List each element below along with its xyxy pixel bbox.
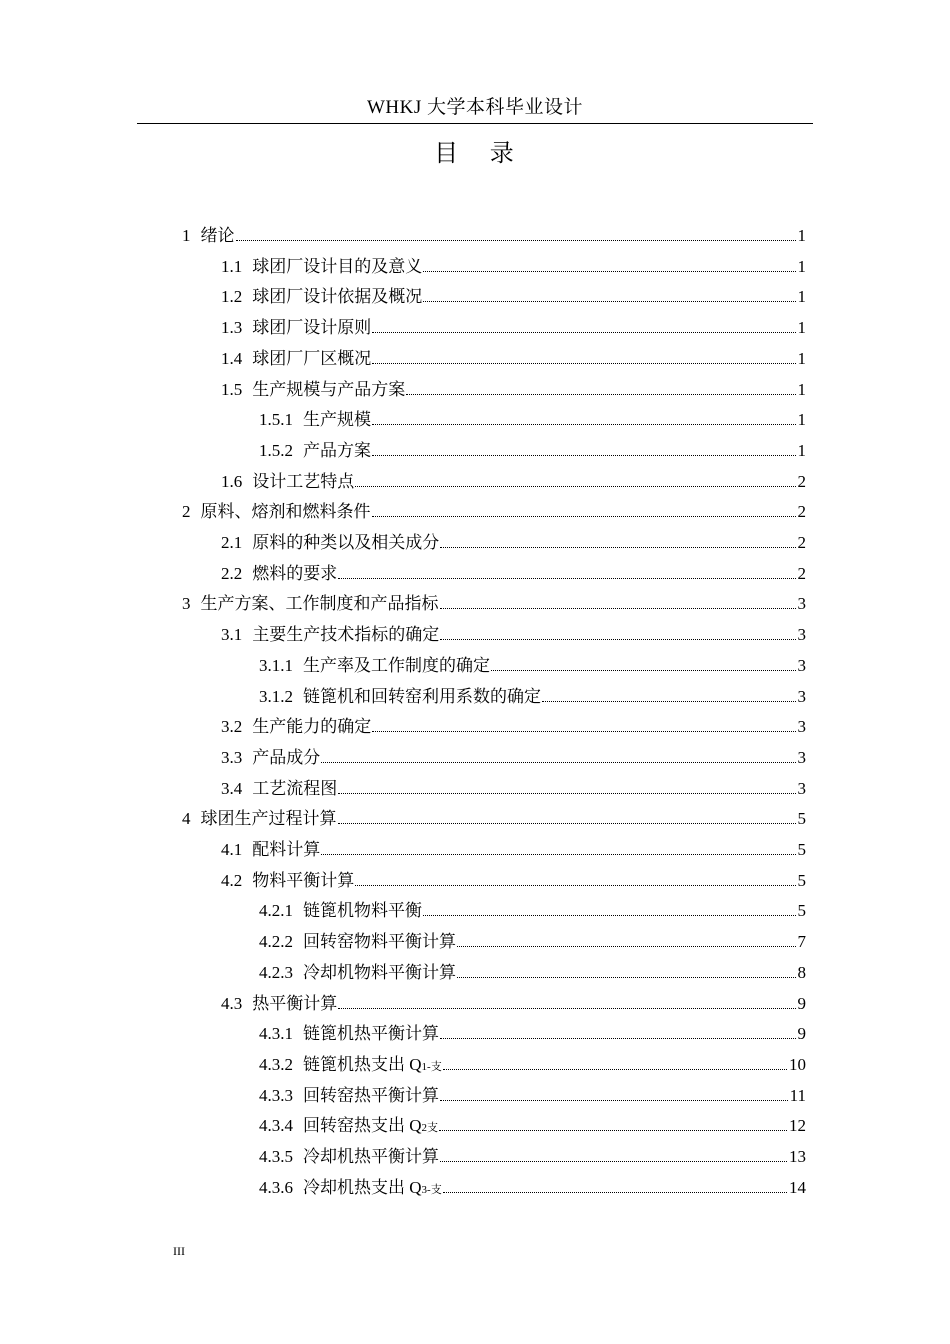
- toc-entry-title: 冷却机热平衡计算: [303, 1147, 439, 1166]
- toc-entry-page: 5: [797, 901, 806, 920]
- toc-entry-number: 4.2.3: [259, 963, 293, 982]
- toc-entry-title: 主要生产技术指标的确定: [252, 625, 440, 644]
- toc-entry[interactable]: [259, 1050, 806, 1080]
- toc-entry-page: 3: [797, 748, 806, 767]
- toc-entry-number: 4.3.5: [259, 1147, 293, 1166]
- toc-dot-leader: [440, 625, 795, 640]
- toc-entry-number: 2.1: [221, 533, 243, 552]
- toc-dot-leader: [440, 1086, 788, 1101]
- toc-dot-leader: [338, 809, 796, 824]
- toc-entry-title: 产品成分: [252, 748, 321, 767]
- toc-dot-leader: [321, 840, 795, 855]
- toc-entry-number: 3.1: [221, 625, 243, 644]
- toc-entry[interactable]: [259, 927, 806, 957]
- header-title: WHKJ 大学本科毕业设计: [366, 97, 584, 118]
- toc-dot-leader: [457, 932, 796, 947]
- toc-dot-leader: [372, 349, 795, 364]
- toc-entry-page: 3: [797, 779, 806, 798]
- toc-dot-leader: [439, 1116, 787, 1131]
- toc-dot-leader: [491, 656, 796, 671]
- toc-entry-number: 4.2: [221, 871, 243, 890]
- toc-entry-title: 工艺流程图: [252, 779, 338, 798]
- toc-entry[interactable]: [182, 589, 806, 619]
- toc-dot-leader: [338, 779, 795, 794]
- toc-entry[interactable]: [182, 221, 806, 251]
- toc-entry-title: 链篦机热支出 Q: [303, 1055, 422, 1074]
- toc-entry-subscript: 1-支: [421, 1061, 442, 1073]
- toc-dot-leader: [443, 1055, 787, 1070]
- toc-dot-leader: [355, 472, 795, 487]
- toc-dot-leader: [443, 1178, 787, 1193]
- toc-dot-leader: [372, 717, 795, 732]
- toc-entry-page: 9: [797, 1024, 806, 1043]
- toc-entry-page: 1: [797, 287, 806, 306]
- toc-entry-page: 13: [789, 1147, 806, 1166]
- toc-entry-subscript: 2支: [421, 1122, 439, 1134]
- toc-entry-page: 2: [797, 472, 806, 491]
- toc-entry-title: 物料平衡计算: [252, 871, 355, 890]
- toc-entry-title: 生产方案、工作制度和产品指标: [200, 594, 439, 613]
- toc-entry-page: 3: [797, 594, 806, 613]
- toc-entry-number: 3.1.1: [259, 656, 293, 675]
- toc-entry[interactable]: [221, 835, 806, 865]
- toc-dot-leader: [355, 871, 795, 886]
- toc-entry-number: 4.3.2: [259, 1055, 293, 1074]
- toc-entry-number: 4.3.4: [259, 1116, 293, 1135]
- toc-entry-page: 1: [797, 257, 806, 276]
- toc-entry-number: 4.2.1: [259, 901, 293, 920]
- toc-entry[interactable]: [221, 528, 806, 558]
- toc-dot-leader: [338, 994, 795, 1009]
- toc-dot-leader: [542, 687, 796, 702]
- toc-entry-page: 9: [797, 994, 806, 1013]
- toc-entry[interactable]: [221, 712, 806, 742]
- toc-entry[interactable]: [259, 958, 806, 988]
- toc-entry[interactable]: [259, 405, 806, 435]
- toc-entry-number: 2.2: [221, 564, 243, 583]
- toc-entry-page: 1: [797, 349, 806, 368]
- toc-entry-title: 链篦机物料平衡: [303, 901, 422, 920]
- toc-entry-number: 1: [182, 226, 191, 245]
- toc-entry-title: 产品方案: [303, 441, 371, 460]
- toc-entry[interactable]: [259, 896, 806, 926]
- toc-entry[interactable]: [221, 620, 806, 650]
- toc-entry-title: 设计工艺特点: [252, 472, 355, 491]
- toc-dot-leader: [423, 901, 796, 916]
- toc-entry-number: 3.3: [221, 748, 243, 767]
- toc-entry[interactable]: [221, 559, 806, 589]
- toc-entry-title: 原料、熔剂和燃料条件: [200, 502, 371, 521]
- toc-entry-number: 1.2: [221, 287, 243, 306]
- toc-entry[interactable]: [259, 1081, 806, 1111]
- toc-entry-number: 1.3: [221, 318, 243, 337]
- page-title: 目 录: [434, 139, 526, 167]
- toc-dot-leader: [372, 502, 796, 517]
- toc-entry[interactable]: [221, 344, 806, 374]
- toc-entry-title: 配料计算: [252, 840, 321, 859]
- toc-entry[interactable]: [259, 1142, 806, 1172]
- toc-entry[interactable]: [221, 743, 806, 773]
- toc-entry-number: 4.3.6: [259, 1178, 293, 1197]
- toc-entry-page: 12: [789, 1116, 806, 1135]
- toc-entry[interactable]: [221, 774, 806, 804]
- toc-entry-number: 1.5.2: [259, 441, 293, 460]
- toc-entry[interactable]: [259, 1173, 806, 1203]
- toc-entry-title: 球团厂设计目的及意义: [252, 257, 423, 276]
- toc-entry-page: 3: [797, 717, 806, 736]
- toc-entry-page: 14: [789, 1178, 806, 1197]
- toc-dot-leader: [406, 380, 795, 395]
- toc-dot-leader: [236, 226, 796, 241]
- toc-entry[interactable]: [182, 804, 806, 834]
- toc-entry-number: 1.4: [221, 349, 243, 368]
- toc-entry-page: 3: [797, 687, 806, 706]
- toc-entry-number: 1.5: [221, 380, 243, 399]
- toc-entry-page: 1: [797, 441, 806, 460]
- toc-entry-page: 8: [797, 963, 806, 982]
- toc-dot-leader: [440, 1024, 796, 1039]
- toc-entry-page: 2: [797, 502, 806, 521]
- toc-entry-number: 3.1.2: [259, 687, 293, 706]
- toc-dot-leader: [423, 257, 795, 272]
- toc-entry-title: 球团厂设计原则: [252, 318, 372, 337]
- toc-entry-title: 生产规模与产品方案: [252, 380, 406, 399]
- toc-entry-page: 10: [789, 1055, 806, 1074]
- toc-entry-number: 3: [182, 594, 191, 613]
- toc-dot-leader: [440, 1147, 787, 1162]
- toc-entry[interactable]: [259, 1111, 806, 1141]
- toc-entry-title: 链篦机热平衡计算: [303, 1024, 439, 1043]
- toc-dot-leader: [457, 963, 796, 978]
- toc-entry-page: 7: [797, 932, 806, 951]
- toc-entry-number: 3.2: [221, 717, 243, 736]
- toc-entry-title: 球团生产过程计算: [200, 809, 337, 828]
- toc-entry-title: 链篦机和回转窑利用系数的确定: [303, 687, 541, 706]
- toc-entry-page: 1: [797, 380, 806, 399]
- toc-entry-number: 4: [182, 809, 191, 828]
- toc-entry-number: 3.4: [221, 779, 243, 798]
- toc-entry-page: 3: [797, 625, 806, 644]
- toc-dot-leader: [321, 748, 795, 763]
- toc-entry-subscript: 3-支: [421, 1184, 442, 1196]
- page-header: [137, 96, 813, 124]
- toc-entry[interactable]: [221, 375, 806, 405]
- toc-entry[interactable]: [259, 682, 806, 712]
- toc-entry-number: 1.5.1: [259, 410, 293, 429]
- toc-entry-title: 燃料的要求: [252, 564, 338, 583]
- toc-entry[interactable]: [221, 467, 806, 497]
- toc-entry[interactable]: [259, 651, 806, 681]
- toc-entry[interactable]: [221, 313, 806, 343]
- toc-entry-number: 4.3.3: [259, 1086, 293, 1105]
- toc-entry-page: 2: [797, 564, 806, 583]
- toc-entry-title: 回转窑物料平衡计算: [303, 932, 456, 951]
- toc-entry-page: 5: [797, 809, 806, 828]
- toc-entry-number: 1.1: [221, 257, 243, 276]
- toc-entry[interactable]: [259, 436, 806, 466]
- toc-entry-number: 4.2.2: [259, 932, 293, 951]
- toc-entry[interactable]: [221, 989, 806, 1019]
- toc-dot-leader: [440, 594, 796, 609]
- toc-entry-page: 11: [789, 1086, 806, 1105]
- toc-entry-title: 生产能力的确定: [252, 717, 372, 736]
- toc-entry-title: 球团厂设计依据及概况: [252, 287, 423, 306]
- page-number: III: [173, 1244, 185, 1258]
- toc-entry[interactable]: [221, 252, 806, 282]
- toc-entry-page: 5: [797, 840, 806, 859]
- toc-entry[interactable]: [221, 282, 806, 312]
- toc-entry-number: 2: [182, 502, 191, 521]
- toc-entry-page: 2: [797, 533, 806, 552]
- toc-dot-leader: [372, 318, 795, 333]
- toc-entry-number: 4.3.1: [259, 1024, 293, 1043]
- toc-entry-number: 4.1: [221, 840, 243, 859]
- toc-entry-title: 球团厂厂区概况: [252, 349, 372, 368]
- toc-entry[interactable]: [259, 1019, 806, 1049]
- toc-entry-number: 1.6: [221, 472, 243, 491]
- toc-dot-leader: [372, 441, 796, 456]
- toc-entry-title: 回转窑热平衡计算: [303, 1086, 439, 1105]
- toc-entry[interactable]: [221, 866, 806, 896]
- toc-entry-title: 绪论: [200, 226, 235, 245]
- toc-entry-title: 原料的种类以及相关成分: [252, 533, 440, 552]
- toc-entry-title: 生产率及工作制度的确定: [303, 656, 490, 675]
- toc-entry-title: 冷却机物料平衡计算: [303, 963, 456, 982]
- toc-entry-page: 3: [797, 656, 806, 675]
- toc-entry-page: 1: [797, 318, 806, 337]
- toc-entry-title: 回转窑热支出 Q: [303, 1116, 422, 1135]
- toc-entry[interactable]: [182, 497, 806, 527]
- toc-entry-page: 5: [797, 871, 806, 890]
- toc-entry-title: 冷却机热支出 Q: [303, 1178, 422, 1197]
- toc-dot-leader: [372, 410, 796, 425]
- toc-dot-leader: [440, 533, 795, 548]
- toc-entry-page: 1: [797, 410, 806, 429]
- toc-entry-title: 热平衡计算: [252, 994, 338, 1013]
- toc-entry-title: 生产规模: [303, 410, 371, 429]
- toc-dot-leader: [338, 564, 795, 579]
- toc-dot-leader: [423, 287, 795, 302]
- toc-entry-page: 1: [797, 226, 806, 245]
- toc-entry-number: 4.3: [221, 994, 243, 1013]
